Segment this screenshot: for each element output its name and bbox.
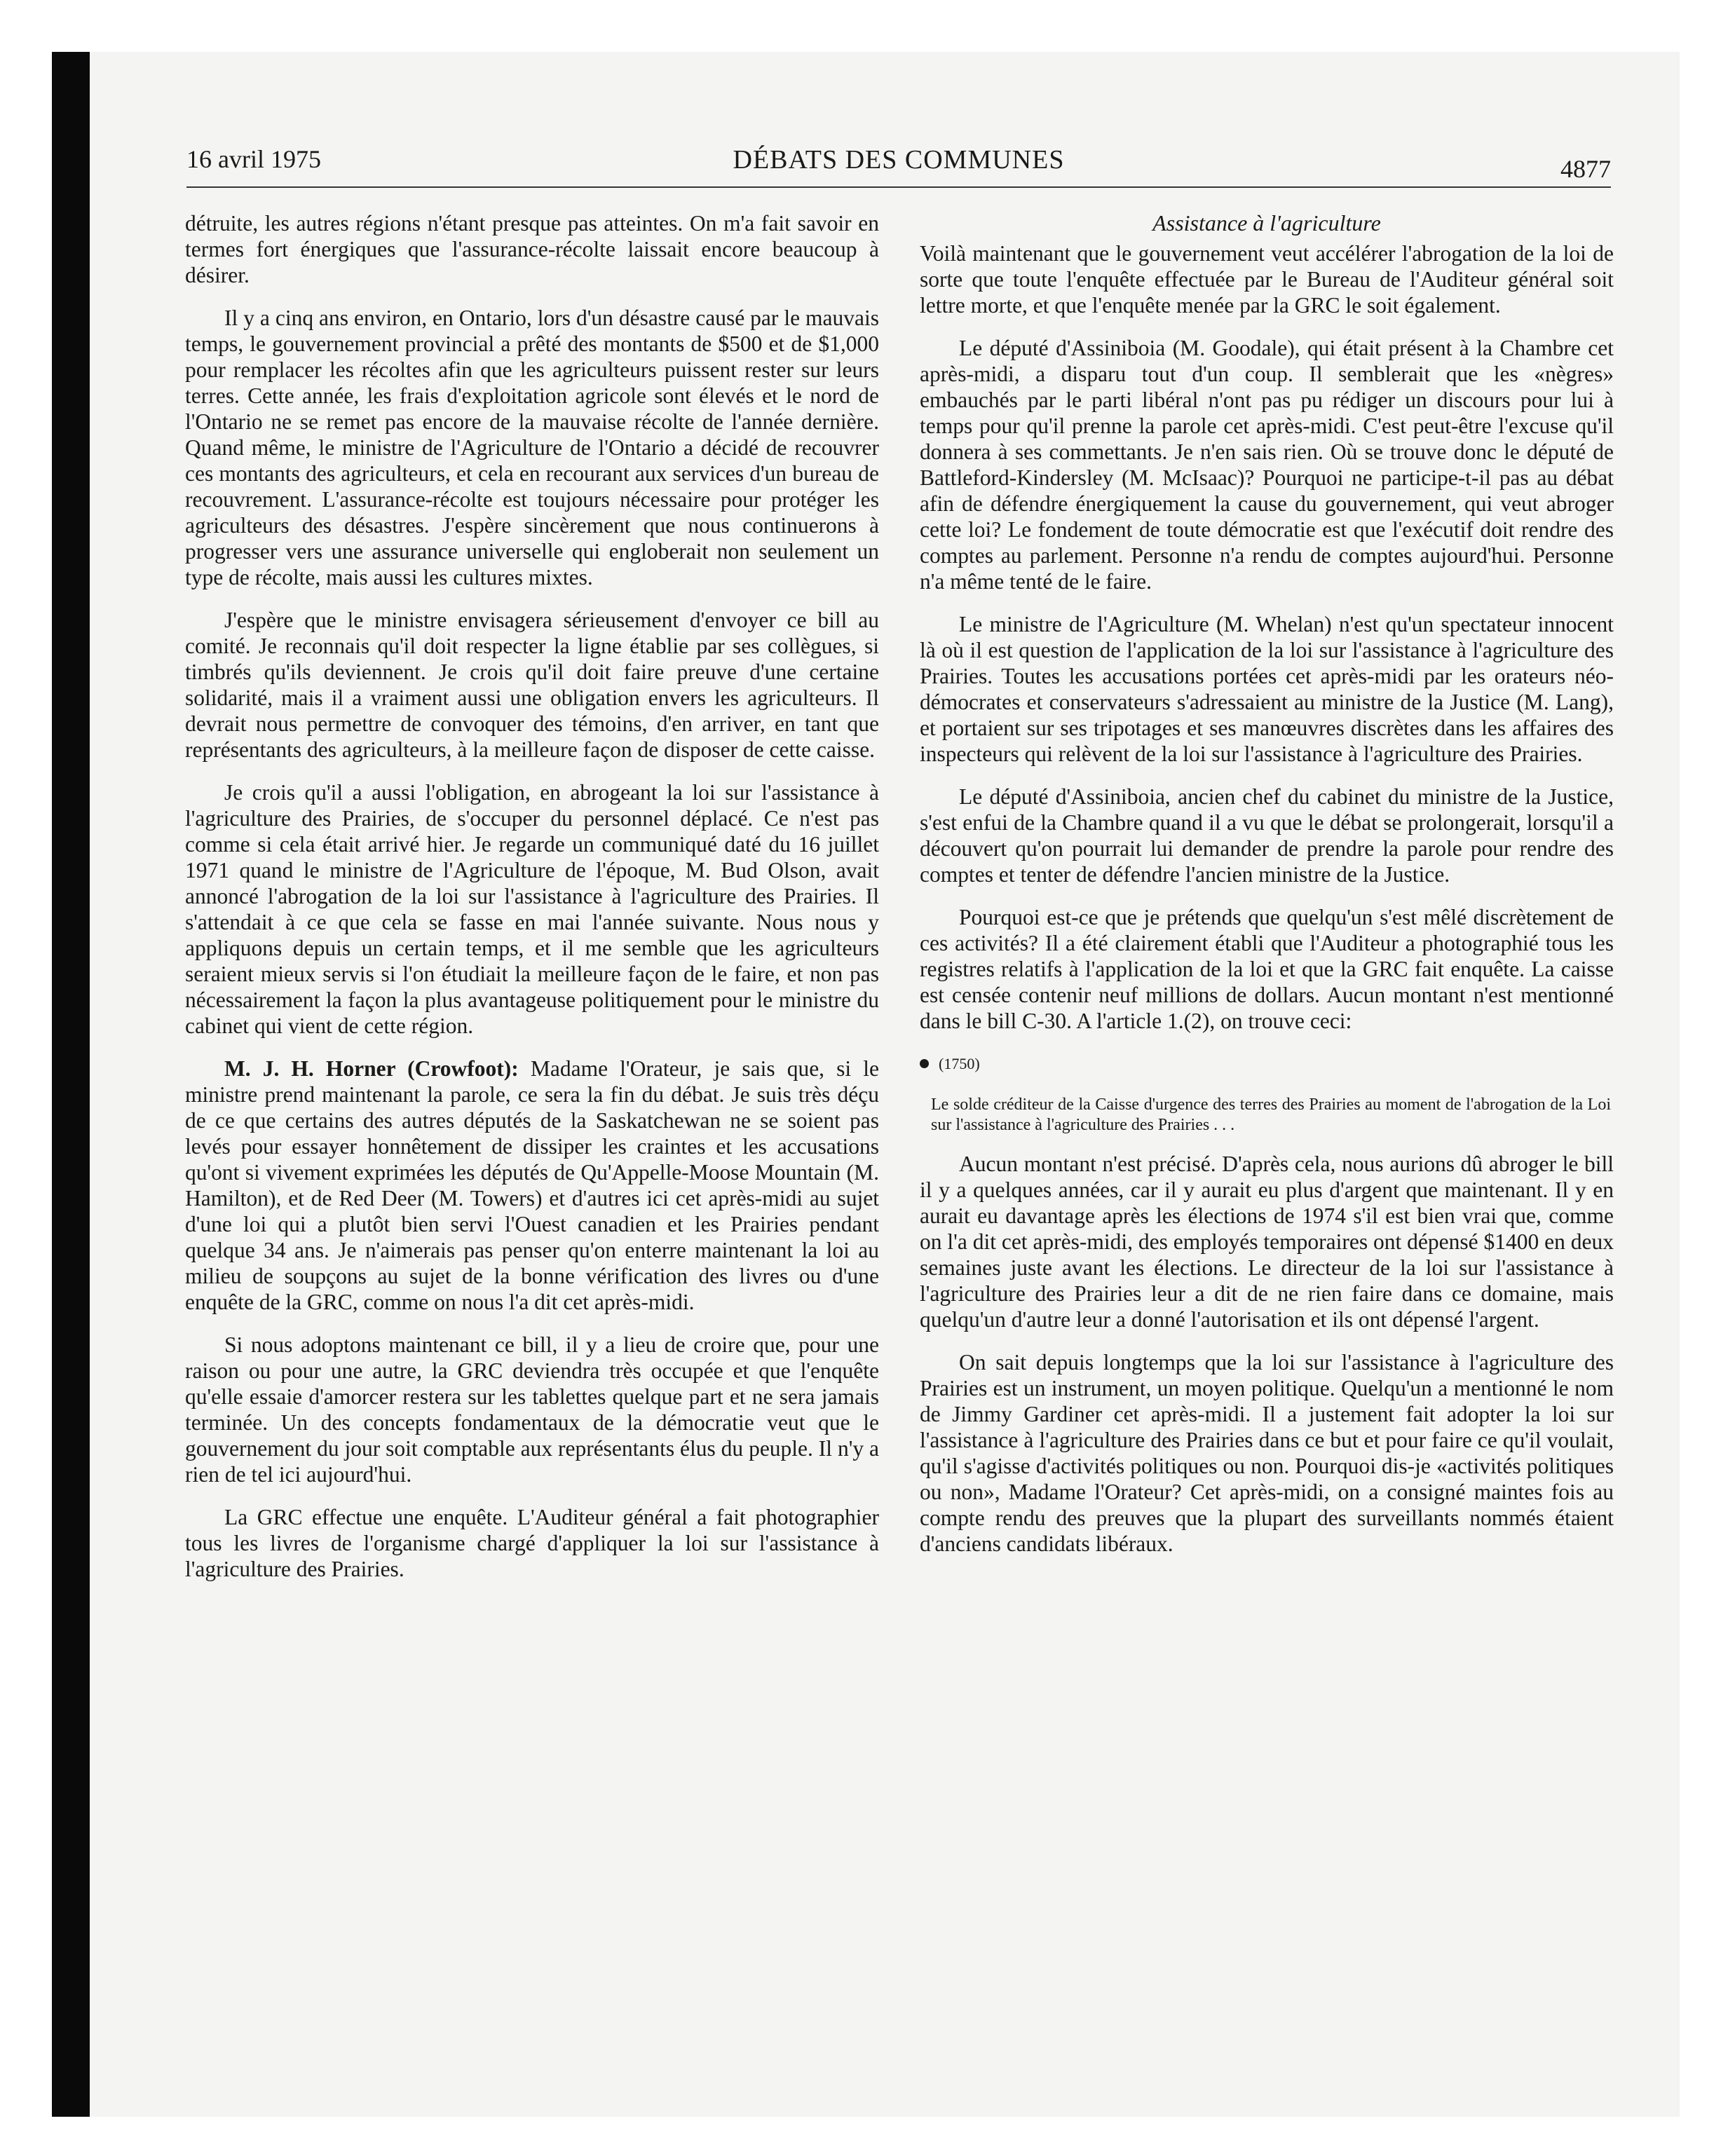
paragraph: Si nous adoptons maintenant ce bill, il y a lieu de croire que, pour une raison ou pour une autre, la GRC deviendra très occupée et que l'enquête qu'elle essaie d'amorcer restera sur les tablettes quelque part et ne sera jamais terminée. Un des concepts fondamentaux de la démocratie veut que le gouvernement du jour soit comptable aux représentants élus du peuple. Il n'y a rien de tel ici aujourd'hui. (185, 1332, 879, 1487)
paragraph: On sait depuis longtemps que la loi sur l'assistance à l'agriculture des Prairies est un instrument, un moyen politique. Quelqu'un a mentionné le nom de Jimmy Gardiner cet après-midi. Il a justement fait adopter la loi sur l'assistance à l'agriculture des Prairies dans ce but et pour faire ce qu'il voulait, qu'il s'agisse d'activités politiques ou non. Pourquoi dis-je «activités politiques ou non», Madame l'Orateur? Cet après-midi, on a consigné maintes fois au compte rendu des preuves que la plupart des surveillants nommés étaient d'anciens candidats libéraux. (920, 1350, 1614, 1556)
paragraph: Le ministre de l'Agriculture (M. Whelan) n'est qu'un spectateur innocent là où il est question de l'application de la loi sur l'assistance à l'agriculture des Prairies. Toutes les accusations portées cet après-midi par les orateurs néo-démocrates et conservateurs s'adressaient au ministre de la Justice (M. Lang), et portaient sur ses tripotages et ses manœuvres discrètes dans les affaires des inspecteurs qui relèvent de la loi sur l'assistance à l'agriculture des Prairies. (920, 612, 1614, 766)
left-column (185, 210, 879, 1599)
right-column (920, 210, 1614, 1574)
section-heading: Assistance à l'agriculture (1152, 210, 1381, 236)
bullet-dot-icon (920, 1059, 929, 1068)
paragraph: J'espère que le ministre envisagera sérieusement d'envoyer ce bill au comité. Je reconnais qu'il doit respecter la ligne établie par ses collègues, si timbrés qu'ils deviennent. Je crois qu'il doit faire preuve d'une certaine solidarité, mais il a vraiment aussi une obligation envers les agriculteurs. Il devrait nous permettre de convoquer des témoins, d'en arriver, en tant que représentants des agriculteurs, à la meilleure façon de disposer de cette caisse. (185, 608, 879, 762)
time-marker-text: (1750) (939, 1055, 980, 1072)
speaker-paragraph (185, 1056, 879, 1315)
paragraph: détruite, les autres régions n'étant presque pas atteintes. On m'a fait savoir en termes fort énergiques que l'assurance-récolte laissait encore beaucoup à désirer. (185, 211, 879, 287)
page-header (186, 144, 1611, 189)
header-date: 16 avril 1975 (186, 145, 321, 173)
header-page-number: 4877 (1560, 155, 1611, 183)
paragraph: Le député d'Assiniboia (M. Goodale), qui était présent à la Chambre cet après-midi, a disparu tout d'un coup. Il semblerait que les «nègres» embauchés par le parti libéral n'ont pas pu rédiger un discours pour lui à temps pour qu'il prenne la parole cet après-midi. C'est peut-être l'excuse qu'il donnera à ses commettants. Je n'en sais rien. Où se trouve donc le député de Battleford-Kindersley (M. McIsaac)? Pourquoi ne participe-t-il pas au débat afin de défendre énergiquement la cause du gouvernement, qui veut abroger cette loi? Le fondement de toute démocratie est que l'exécutif doit rendre des comptes au parlement. Personne n'a rendu de comptes aujourd'hui. Personne n'a même tenté de le faire. (920, 336, 1614, 594)
speaker-text: Madame l'Orateur, je sais que, si le ministre prend maintenant la parole, ce sera la fin du débat. Je suis très déçu de ce que certains des autres députés de la Saskatchewan ne se soient pas levés pour essayer honnêtement de dissiper les craintes et les accusations qu'ont si vivement exprimées les députés de Qu'Appelle-Moose Mountain (M. Hamilton), et de Red Deer (M. Towers) et d'autres ici cet après-midi au sujet d'une loi qui a plutôt bien servi l'Ouest canadien et les Prairies pendant quelque 34 ans. Je n'aimerais pas penser qu'on enterre maintenant la loi au milieu de soupçons au sujet de la bonne vérification des livres ou d'une enquête de la GRC, comme on nous l'a dit cet après-midi. (185, 1056, 879, 1314)
block-quote: Le solde créditeur de la Caisse d'urgence des terres des Prairies au moment de l'abrogation de la Loi sur l'assistance à l'agriculture des Prairies . . . (931, 1096, 1611, 1134)
paragraph: La GRC effectue une enquête. L'Auditeur général a fait photographier tous les livres de l'organisme chargé d'appliquer la loi sur l'assistance à l'agriculture des Prairies. (185, 1505, 879, 1581)
header-title: DÉBATS DES COMMUNES (733, 145, 1065, 175)
paragraph: Je crois qu'il a aussi l'obligation, en abrogeant la loi sur l'assistance à l'agriculture des Prairies, de s'occuper du personnel déplacé. Ce n'est pas comme si cela était arrivé hier. Je regarde un communiqué daté du 16 juillet 1971 quand le ministre de l'Agriculture de l'époque, M. Bud Olson, avait annoncé l'abrogation de la loi sur l'assistance à l'agriculture des Prairies. Il s'attendait à ce que cela se fasse en mai l'année suivante. Nous nous y appliquons depuis un certain temps, et il me semble que les agriculteurs seraient mieux servis si l'on étudiait la meilleure façon de le faire, et non pas nécessairement la façon la plus avantageuse politiquement pour le ministre du cabinet qui vient de cette région. (185, 780, 879, 1038)
paragraph: Pourquoi est-ce que je prétends que quelqu'un s'est mêlé discrètement de ces activités? Il a été clairement établi que l'Auditeur a photographié tous les registres relatifs à l'application de la loi et que la GRC fait enquête. La caisse est censée contenir neuf millions de dollars. Aucun montant n'est mentionné dans le bill C-30. A l'article 1.(2), on trouve ceci: (920, 905, 1614, 1033)
header-rule (186, 186, 1611, 188)
paragraph: Le député d'Assiniboia, ancien chef du cabinet du ministre de la Justice, s'est enfui de la Chambre quand il a vu que le débat se prolongerait, lorsqu'il a découvert qu'on pourrait lui demander de prendre la parole pour rendre des comptes et tenter de défendre l'ancien ministre de la Justice. (920, 784, 1614, 887)
paragraph: Aucun montant n'est précisé. D'après cela, nous aurions dû abroger le bill il y a quelques années, car il y aurait eu plus d'argent que maintenant. Il y en aurait eu davantage après les élections de 1974 s'il est bien vrai que, comme on l'a dit cet après-midi, des employés temporaires ont dépensé $1400 en deux semaines juste avant les élections. Le directeur de la loi sur l'assistance à l'agriculture des Prairies leur a dit de ne rien faire dans ce domaine, mais quelqu'un d'autre leur a donné l'autorisation et ils ont dépensé l'argent. (920, 1152, 1614, 1332)
time-marker (920, 1051, 1614, 1077)
paragraph: Voilà maintenant que le gouvernement veut accélérer l'abrogation de la loi de sorte que toute l'enquête effectuée par le Bureau de l'Auditeur général soit lettre morte, et que l'enquête menée par la GRC le soit également. (920, 241, 1614, 318)
scan-binding-edge (52, 52, 90, 2117)
speaker-name: M. J. H. Horner (Crowfoot): (224, 1056, 519, 1081)
paragraph: Il y a cinq ans environ, en Ontario, lors d'un désastre causé par le mauvais temps, le gouvernement provincial a prêté des montants de $500 et de $1,000 pour remplacer les récoltes afin que les agriculteurs puissent rester sur leurs terres. Cette année, les frais d'exploitation agricole sont élevés et le nord de l'Ontario ne se remet pas encore de la mauvaise récolte de l'année dernière. Quand même, le ministre de l'Agriculture de l'Ontario a décidé de recouvrer ces montants des agriculteurs, et cela en recourant aux services d'un bureau de recouvrement. L'assurance-récolte est toujours nécessaire pour protéger les agriculteurs des désastres. J'espère sincèrement que nous continuerons à progresser vers une assurance universelle qui engloberait non seulement un type de récolte, mais aussi les cultures mixtes. (185, 306, 879, 589)
